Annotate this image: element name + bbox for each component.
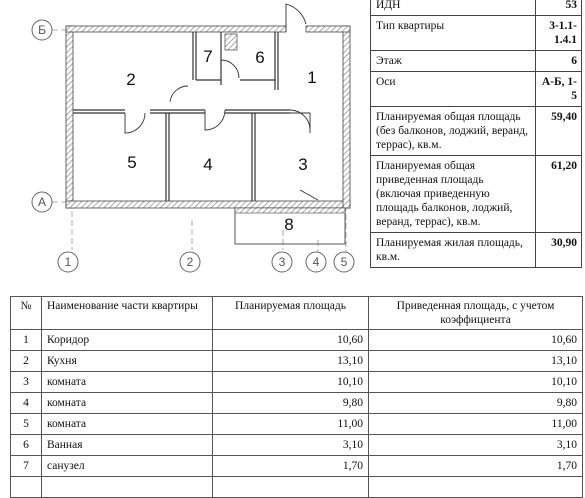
row-area: 10,60 [213, 330, 369, 351]
info-row-idn [371, 0, 582, 16]
row-reduced-area: 3,10 [369, 435, 583, 456]
row-area: 11,00 [213, 414, 369, 435]
svg-text:3: 3 [278, 255, 286, 269]
header-reduced-area: Приведенная площадь, с учетом коэффициента [369, 297, 583, 330]
shaft-hatch [225, 34, 237, 50]
info-value: А-Б, 1-5 [536, 72, 582, 107]
info-row-reduced-area [371, 156, 582, 233]
info-label: Планируемая общая площадь (без балконов, лоджий, веранд, террас), кв.м. [371, 107, 536, 156]
table-row [11, 351, 583, 372]
info-value: 3-1.1-1.4.1 [536, 16, 582, 51]
room-label-2: 2 [126, 70, 136, 89]
row-number: 4 [11, 393, 42, 414]
row-reduced-area: 10,10 [369, 372, 583, 393]
svg-text:4: 4 [312, 255, 320, 269]
info-label: Планируемая общая приведенная площадь (включая приведенную площадь балконов, лоджий, веранд, террас), кв.м. [371, 156, 536, 233]
info-value: 59,40 [536, 107, 582, 156]
row-number: 7 [11, 456, 42, 477]
room-label-8: 8 [284, 215, 294, 234]
row-reduced-area: 10,60 [369, 330, 583, 351]
row-area: 13,10 [213, 351, 369, 372]
axis-bubble-4 [306, 252, 326, 272]
table-row [11, 414, 583, 435]
info-label: Тип квартиры [371, 16, 536, 51]
room-label-1: 1 [307, 68, 317, 87]
info-label: Оси [371, 72, 536, 107]
row-name: комната [42, 414, 213, 435]
axis-lines [52, 30, 346, 252]
row-name: комната [42, 393, 213, 414]
row-area: 1,70 [213, 456, 369, 477]
svg-text:А: А [37, 195, 47, 209]
table-row [11, 330, 583, 351]
header-number: № [11, 297, 42, 330]
axis-bubble-5 [334, 252, 354, 272]
row-number: 3 [11, 372, 42, 393]
row-reduced-area: 1,70 [369, 456, 583, 477]
row-area: 3,10 [213, 435, 369, 456]
row-name: Ванная [42, 435, 213, 456]
room-label-3: 3 [298, 155, 308, 174]
info-value: 30,90 [536, 233, 582, 268]
room-label-7: 7 [203, 47, 213, 66]
axis-bubble-3 [272, 252, 292, 272]
row-name: санузел [42, 456, 213, 477]
axis-bubble-top [32, 20, 52, 40]
row-number: 1 [11, 330, 42, 351]
info-row-total-area [371, 107, 582, 156]
svg-text:Б: Б [38, 23, 46, 37]
row-name: Коридор [42, 330, 213, 351]
rooms-table-header [11, 297, 583, 330]
row-reduced-area: 13,10 [369, 351, 583, 372]
row-name: комната [42, 372, 213, 393]
svg-text:5: 5 [340, 255, 348, 269]
info-value: 61,20 [536, 156, 582, 233]
table-row [11, 393, 583, 414]
row-area: 9,80 [213, 393, 369, 414]
info-value: 6 [536, 51, 582, 72]
rooms-table [10, 296, 583, 498]
info-label: ИДН [371, 0, 536, 16]
apartment-info-table [370, 0, 582, 268]
row-number: 2 [11, 351, 42, 372]
info-label: Этаж [371, 51, 536, 72]
row-reduced-area: 11,00 [369, 414, 583, 435]
axis-bubble-1 [58, 252, 78, 272]
room-label-4: 4 [203, 155, 213, 174]
info-row-living-area [371, 233, 582, 268]
table-row [11, 372, 583, 393]
row-area: 10,10 [213, 372, 369, 393]
floor-plan [0, 0, 370, 290]
info-row-type [371, 16, 582, 51]
table-row [11, 456, 583, 477]
row-number: 6 [11, 435, 42, 456]
floor-plan-drawing [0, 0, 370, 290]
room-label-6: 6 [255, 48, 265, 67]
row-name: Кухня [42, 351, 213, 372]
info-row-floor [371, 51, 582, 72]
info-value: 53 [536, 0, 582, 16]
room-label-5: 5 [127, 153, 137, 172]
row-number: 5 [11, 414, 42, 435]
header-name: Наименование части квартиры [42, 297, 213, 330]
table-row [11, 435, 583, 456]
svg-text:1: 1 [64, 255, 72, 269]
info-row-axes [371, 72, 582, 107]
axis-bubble-2 [180, 252, 200, 272]
header-area: Планируемая площадь [213, 297, 369, 330]
info-label: Планируемая жилая площадь, кв.м. [371, 233, 536, 268]
svg-text:2: 2 [186, 255, 194, 269]
row-reduced-area: 9,80 [369, 393, 583, 414]
axis-bubble-bottom [32, 192, 52, 212]
